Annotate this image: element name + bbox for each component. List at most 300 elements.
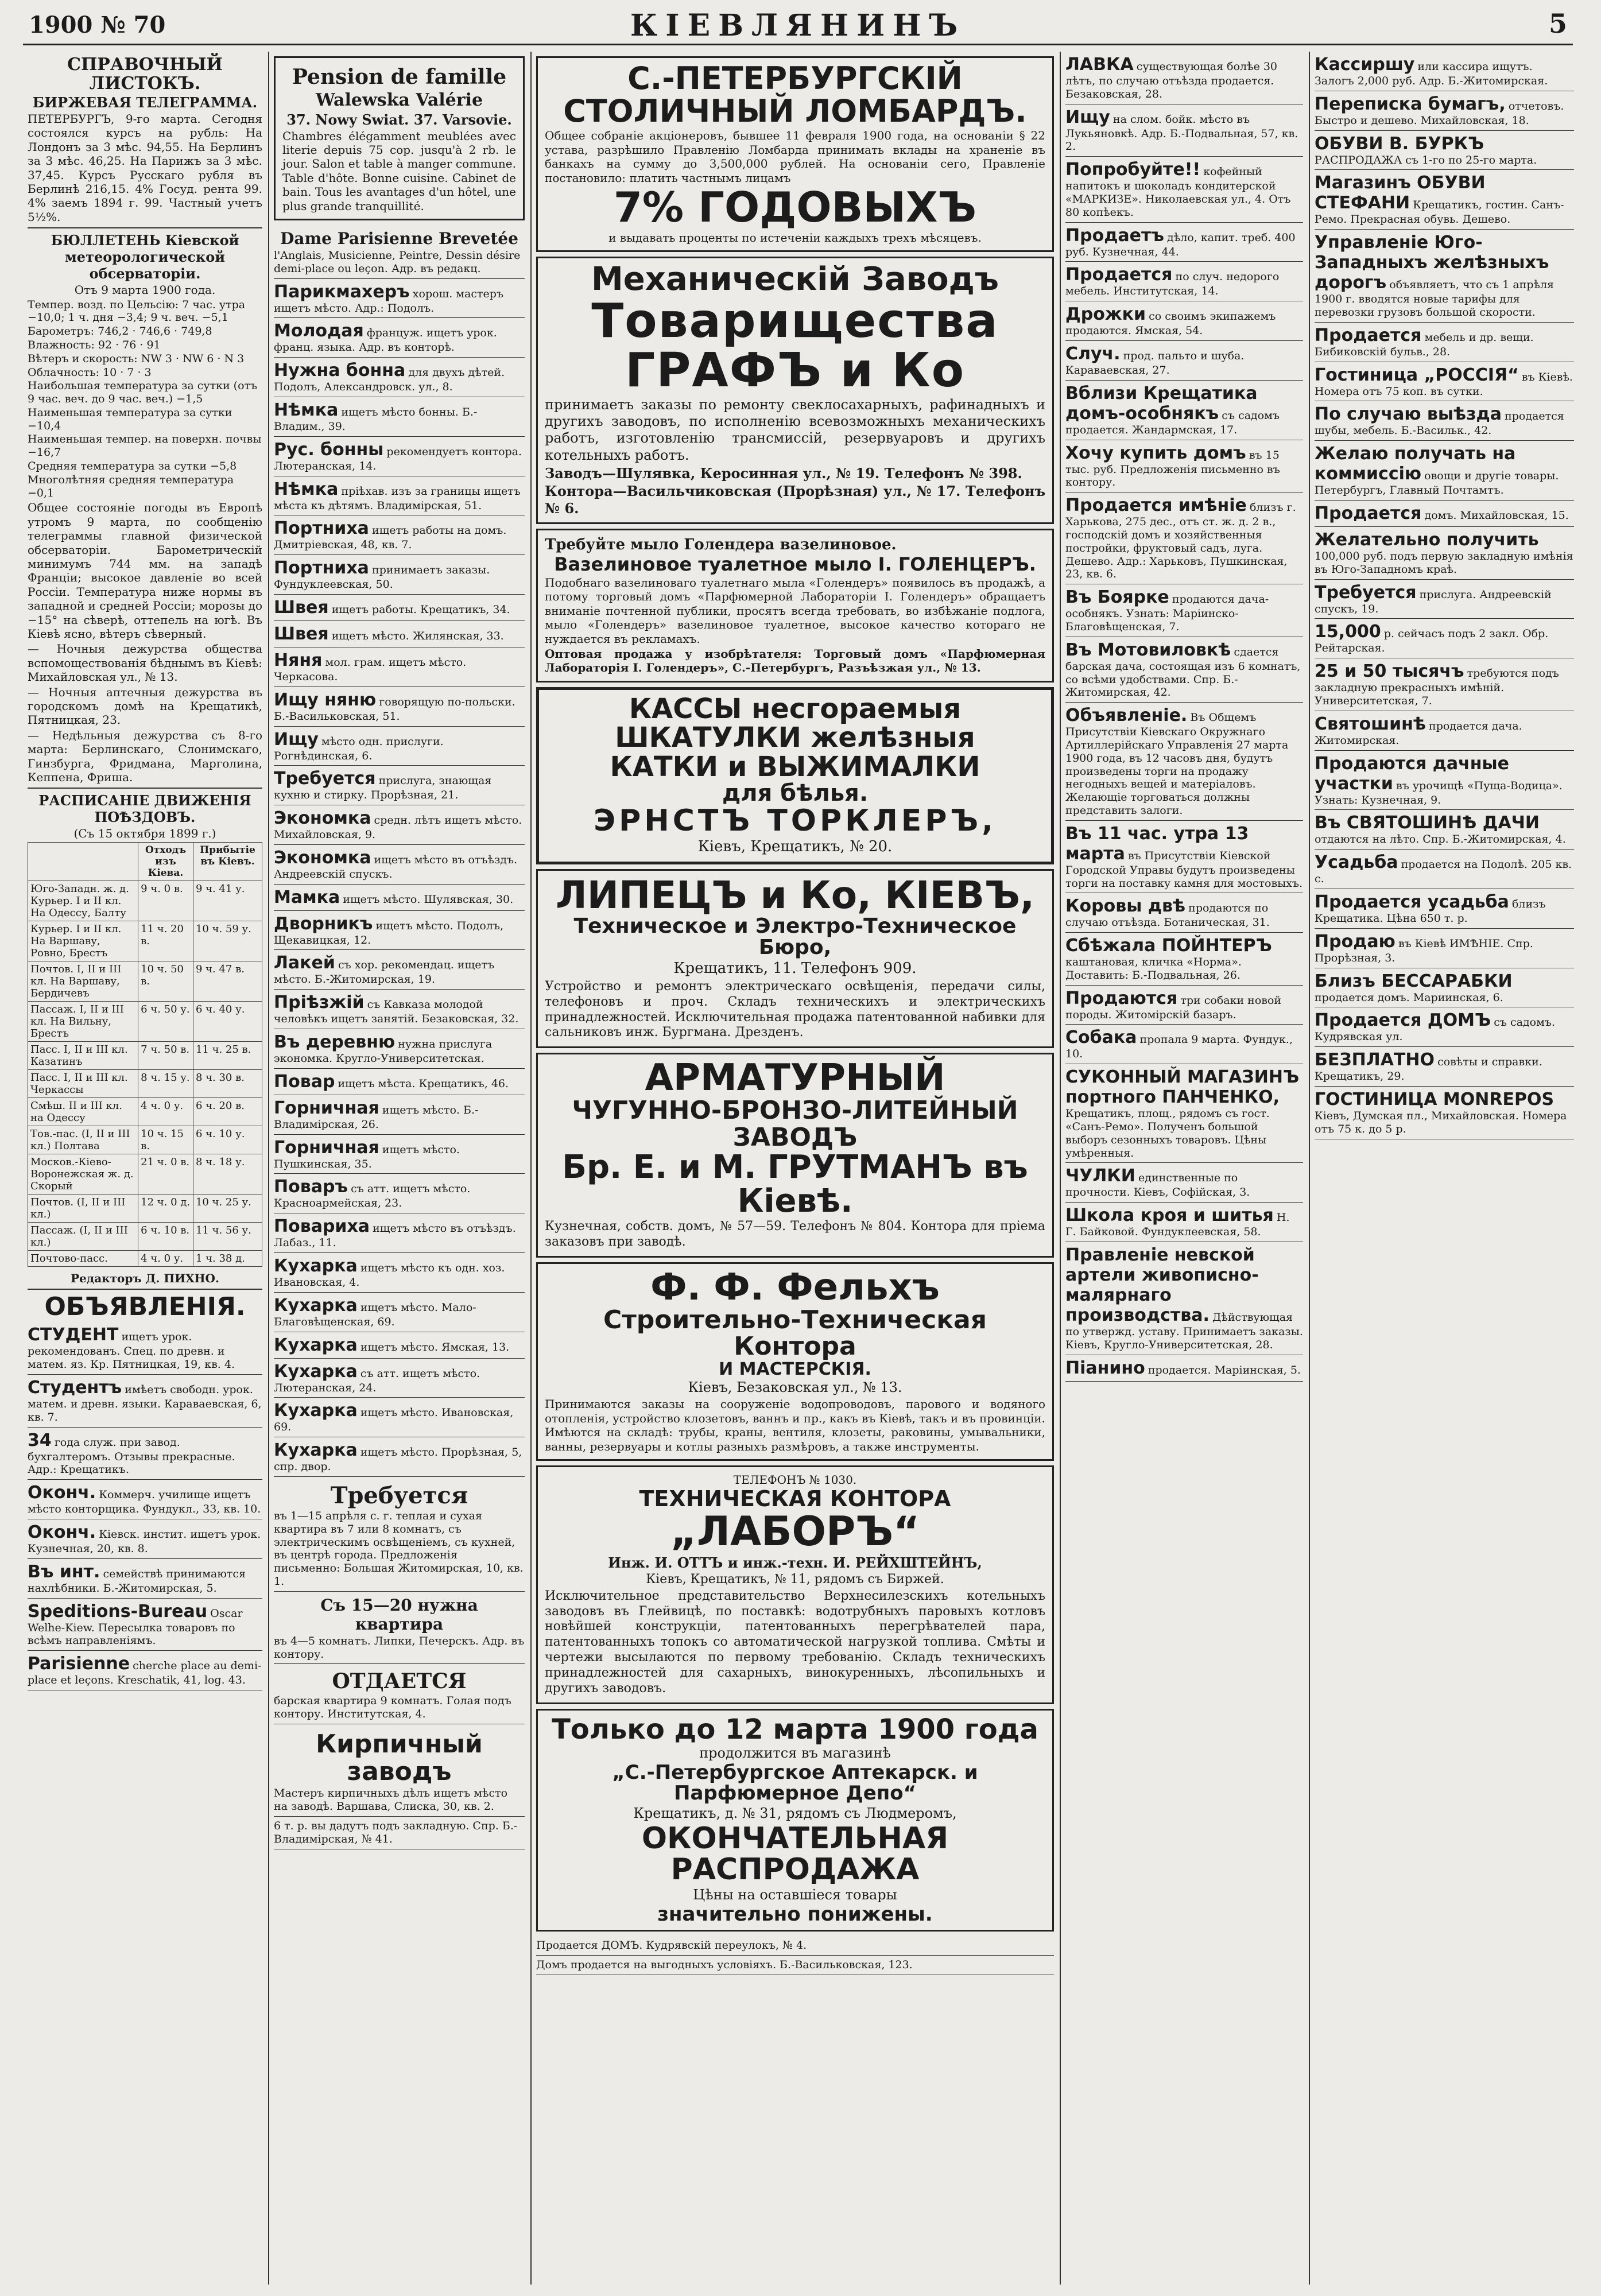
ad-lead: Лакей xyxy=(274,953,335,974)
grutman-name: Бр. Е. и М. ГРУТМАНЪ въ Кіевѣ. xyxy=(562,1148,1028,1220)
felkh-subtitle: Строительно-Техническая Контора xyxy=(603,1305,987,1362)
lombard-text: Общее собраніе акціонеровъ, бывшее 11 февраля 1900 года, на основаніи § 22 устава, разрѣшило Правленію Ломбарда принимать вклады на храненіе въ банкахъ на сумму до 3,500,000 рублей. На основаніи сего, Правленіе постановило: платить частнымъ лицамъ xyxy=(545,129,1045,185)
ad-lead: Ищу xyxy=(274,729,319,750)
ad-lead: Поваръ xyxy=(274,1177,348,1197)
ad-text: продаются дача-особнякъ. Узнать: Маріинско-Благовѣщенская, 7. xyxy=(1065,593,1269,633)
pension-address: 37. Nowy Swiat. 37. Varsovie. xyxy=(286,111,512,128)
torkler-name: ЭРНСТЪ ТОРКЛЕРЪ, xyxy=(593,803,997,838)
felkh-subtitle-2: И МАСТЕРСКІЯ. xyxy=(719,1359,871,1379)
issue-number: 1900 № 70 xyxy=(29,11,166,38)
ad-lead: Въ Боярке xyxy=(1065,587,1169,608)
ad-text: Крещатикъ, гостин. Санъ-Ремо. Прекрасная обувь. Дешево. xyxy=(1315,199,1564,226)
ad-text: по случ. недорого мебель. Институтская, 14. xyxy=(1065,270,1280,298)
table-cell: 6 ч. 20 в. xyxy=(193,1097,262,1126)
classified-ad xyxy=(1315,1087,1574,1139)
sale-address: Крещатикъ, д. № 31, рядомъ съ Людмеромъ, xyxy=(633,1805,957,1821)
table-cell: 10 ч. 15 в. xyxy=(138,1126,193,1154)
classified-ad xyxy=(1315,1007,1574,1047)
dame-text: l'Anglais, Musicienne, Peintre, Dessin désire demi-place ou leçon. Адр. въ редакц. xyxy=(274,249,521,275)
bulletin-line: Барометръ: 746,2 · 746,6 · 749,8 xyxy=(28,325,212,338)
table-cell: 10 ч. 25 у. xyxy=(193,1194,262,1222)
ad-text: прод. пальто и шуба. Караваевская, 27. xyxy=(1065,349,1245,377)
ad-text: въ Кіевѣ. Номера отъ 75 коп. въ сутки. xyxy=(1315,370,1573,398)
ad-text: 100,000 руб. подъ первую закладную имѣнія въ Юго-Западномъ краѣ. xyxy=(1315,549,1573,576)
ad-text: ищетъ мѣсто бонны. Б.-Владим., 39. xyxy=(274,405,478,433)
ad-lead: Кухарка xyxy=(274,1295,358,1316)
ad-lead: Продается имѣніе xyxy=(1065,495,1247,516)
classified-ad xyxy=(1315,929,1574,968)
classified-ad xyxy=(274,595,525,621)
bulletin-line: Наименьшая темпер. на поверхн. почвы −16,7 xyxy=(28,433,262,459)
bulletin-date: Отъ 9 марта 1900 года. xyxy=(74,283,216,297)
ad-lead: Школа кроя и шитья xyxy=(1065,1205,1274,1226)
ad-text: Дѣйствующая по утвержд. уставу. Принимаетъ заказы. Кіевъ, Кругло-Университетская, 28. xyxy=(1065,1311,1303,1351)
table-row xyxy=(28,1069,262,1097)
ad-text: ищетъ мѣсто. Жилянская, 33. xyxy=(331,629,504,642)
ad-text: совѣты и справки. Крещатикъ, 29. xyxy=(1315,1056,1542,1083)
bulletin-line: Многолѣтняя средняя температура −0,1 xyxy=(28,473,234,499)
ad-lead: Нѣмка xyxy=(274,479,339,499)
ad-text: съ атт. ищетъ мѣсто. Лютеранская, 24. xyxy=(274,1367,480,1394)
bulletin-line: Средняя температура за сутки −5,8 xyxy=(28,460,237,473)
ad-heading: ОТДАЕТСЯ xyxy=(332,1669,467,1694)
classified-ad xyxy=(274,279,525,319)
classified-ad xyxy=(28,1651,262,1690)
ad-lead: Въ 11 час. утра 13 марта xyxy=(1065,823,1249,864)
ad-lead: Продается xyxy=(1065,265,1173,285)
column-5 xyxy=(1309,52,1579,2285)
ad-lead: По случаю выѣзда xyxy=(1315,404,1502,425)
classified-ad xyxy=(1315,91,1574,131)
grutman-line: АРМАТУРНЫЙ xyxy=(645,1057,945,1100)
table-cell: Почтово-пасс. xyxy=(28,1250,138,1266)
classified-ad xyxy=(28,1599,262,1651)
felkh-name: Ф. Ф. Фельхъ xyxy=(650,1266,940,1309)
ad-text: ищетъ мѣсто въ отъѣздъ. Лабаз., 11. xyxy=(274,1222,516,1250)
table-row xyxy=(28,1001,262,1041)
table-cell: 4 ч. 0 у. xyxy=(138,1250,193,1266)
house-sale-ad xyxy=(536,1956,1054,1975)
weather-text: Общее состояніе погоды въ Европѣ утромъ 9 марта, по сообщенію телеграммы главной физической обсерваторіи. Барометрическій минимумъ 744 мм. на западѣ Франціи; высокое давленіе во всей Россіи. Температура ниже нормы въ западной и средней Россіи; морозы до −15° на сѣверѣ, оттепель на югѣ. Въ Кіевѣ ясно, вѣтеръ сѣверный. xyxy=(28,501,262,641)
classified-ad xyxy=(1065,104,1303,157)
ad-text: ищетъ урок. рекомендованъ. Спец. по древн. и матем. яз. Кр. Пятницкая, 19, кв. 4. xyxy=(28,1331,235,1371)
ad-text: домъ. Михайловская, 15. xyxy=(1424,509,1569,522)
ad-text: въ Кіевѣ ИМѢНІЕ. Спр. Прорѣзная, 3. xyxy=(1315,937,1533,964)
table-cell: 6 ч. 50 у. xyxy=(138,1001,193,1041)
ad-text: семействѣ принимаются нахлѣбники. Б.-Житомирская, 5. xyxy=(28,1567,246,1595)
classified-ad xyxy=(1065,223,1303,262)
bulletin-lines xyxy=(28,298,262,500)
masthead xyxy=(23,6,1573,45)
labor-heading: ТЕХНИЧЕСКАЯ КОНТОРА xyxy=(639,1486,951,1512)
ad-text: дѣло, капит. треб. 400 руб. Кузнечная, 44. xyxy=(1065,231,1296,258)
ad-heading: Съ 15—20 нужна квартира xyxy=(320,1595,478,1634)
table-cell: Москов.-Кіево-Воронежская ж. д. Скорый xyxy=(28,1154,138,1194)
classified-ad xyxy=(274,397,525,437)
ad-text: въ 1—15 апрѣля с. г. теплая и сухая квартира въ 7 или 8 комнатъ, съ электрическимъ освѣщеніемъ, съ кухней, въ центрѣ города. Предложенія письменно: Большая Житомирская, 10, кв. 1. xyxy=(274,1510,524,1588)
ad-text: Oscar Welhe-Kiew. Пересылка товаровъ по всѣмъ направленіямъ. xyxy=(28,1607,243,1647)
classified-ad xyxy=(274,647,525,687)
pension-ad xyxy=(274,56,525,220)
ad-lead: Въ инт. xyxy=(28,1561,100,1582)
ad-lead: Кухарка xyxy=(274,1361,358,1382)
sale-footer-2: значительно понижены. xyxy=(657,1903,933,1926)
ad-text: въ Присутствіи Кіевской Городской Управы будутъ произведены торги на поставку камня для мостовыхъ. xyxy=(1065,849,1303,890)
classified-ad xyxy=(274,1135,525,1174)
ad-lead: Усадьба xyxy=(1315,852,1398,873)
table-cell: 1 ч. 38 д. xyxy=(193,1250,262,1266)
ad-text: ищетъ мѣсто. Подолъ, Щекавицкая, 12. xyxy=(274,919,504,947)
ad-lead: Хочу купить домъ xyxy=(1065,443,1246,463)
train-schedule-table xyxy=(28,842,262,1267)
classified-ad xyxy=(1315,751,1574,810)
ad-text: для двухъ дѣтей. Подолъ, Александровск. ул., 8. xyxy=(274,366,505,394)
classified-ad xyxy=(1315,968,1574,1008)
table-cell: 12 ч. 0 д. xyxy=(138,1194,193,1222)
ad-text: говорящую по-польски. Б.-Васильковская, 51. xyxy=(274,695,515,723)
felkh-text: Принимаются заказы на сооруженіе водопроводовъ, парового и водяного отопленія, устройство клозетовъ, ваннъ и пр., какъ въ Кіевѣ, такъ и въ провинціи. Имѣются на складѣ: трубы, краны, вентиля, клозеты, раковины, умывальники, ванны, резервуары и котлы разныхъ размѣровъ, а также инструменты. xyxy=(545,1397,1045,1453)
classified-ad xyxy=(274,1332,525,1359)
lombard-footer: и выдавать проценты по истеченіи каждыхъ трехъ мѣсяцевъ. xyxy=(608,230,982,245)
torkler-address: Кіевъ, Крещатикъ, № 20. xyxy=(697,837,893,855)
ad-lead: Продаетъ xyxy=(1065,225,1164,246)
classified-ad xyxy=(1315,658,1574,711)
classified-ad xyxy=(1065,637,1303,703)
ad-text: ищетъ мѣсто. Пушкинская, 35. xyxy=(274,1143,460,1170)
ad-text: отдаются на лѣто. Спр. Б.-Житомирская, 4. xyxy=(1315,833,1566,846)
ad-lead: 15,000 xyxy=(1315,622,1381,642)
ad-text: съ атт. ищетъ мѣсто. Красноармейская, 23. xyxy=(274,1182,471,1210)
ads-heading: ОБЪЯВЛЕНІЯ. xyxy=(44,1292,246,1322)
table-row xyxy=(28,1222,262,1250)
classified-ad xyxy=(1065,1064,1303,1163)
grutman-line: ЧУГУННО-БРОНЗО-ЛИТЕЙНЫЙ ЗАВОДЪ xyxy=(572,1096,1018,1152)
lipets-text: Устройство и ремонтъ электрическаго освѣщенія, передачи силы, телефоновъ и проч. Складъ техническихъ и электрическихъ принадлежностей. Исключительная продажа патентованной набивки для сальниковъ инж. Бургмана. Дрезденъ. xyxy=(545,979,1045,1040)
ad-lead: Молодая xyxy=(274,321,364,342)
column-4 xyxy=(1060,52,1308,2285)
ad-text: мѣсто одн. прислуги. Рогнѣдинская, 6. xyxy=(274,735,444,762)
classified-ad xyxy=(274,1095,525,1135)
ad-lead: Продаются дачные участки xyxy=(1315,753,1509,794)
table-cell: 9 ч. 41 у. xyxy=(193,881,262,921)
table-row xyxy=(28,1194,262,1222)
ad-text: Продается ДОМЪ. Кудрявскій переулокъ, № 4. xyxy=(536,1939,807,1952)
table-row xyxy=(28,1250,262,1266)
pension-text: Chambres élégamment meublées avec literie depuis 75 cop. jusqu'à 2 rb. le jour. Salon et table à manger commune. Table d'hôte. Bonne cuisine. Cabinet de bain. Tous les avantages d'un hôtel, une plus grande tranquillité. xyxy=(282,129,516,213)
ad-text: принимаетъ заказы. Фундуклеевская, 50. xyxy=(274,564,490,591)
classified-ad xyxy=(274,727,525,766)
classified-ad xyxy=(1065,381,1303,440)
ad-text: мебель и др. вещи. Бибиковскій бульв., 28. xyxy=(1315,331,1534,358)
ad-text: три собаки новой породы. Житомірскій базаръ. xyxy=(1065,994,1282,1021)
ad-text: со своимъ экипажемъ продаются. Ямская, 54. xyxy=(1065,310,1276,338)
labor-address: Кіевъ, Крещатикъ, № 11, рядомъ съ Биржей. xyxy=(646,1572,944,1587)
ad-lead: Кухарка xyxy=(274,1440,358,1461)
table-header xyxy=(28,842,138,881)
ad-text: прислуга, знающая кухню и стирку. Прорѣзная, 21. xyxy=(274,774,492,802)
ad-lead: Продается xyxy=(1315,503,1422,523)
ad-lead: Оконч. xyxy=(28,1522,96,1543)
ad-lead: Въ СВЯТОШИНѢ ДАЧИ xyxy=(1315,813,1540,833)
brick-factory-ad xyxy=(274,1724,525,1817)
torkler-line: КАССЫ несгораемыя xyxy=(629,692,962,725)
editor-line: Редакторъ Д. ПИХНО. xyxy=(71,1271,219,1285)
table-cell: 8 ч. 18 у. xyxy=(193,1154,262,1194)
classified-ad xyxy=(274,437,525,476)
ad-text: сдается барская дача, состоящая изъ 6 комнатъ, со всѣми удобствами. Спр. Б.-Житомирская, 42. xyxy=(1065,645,1301,699)
sale-title: ОКОНЧАТЕЛЬНАЯ РАСПРОДАЖА xyxy=(641,1821,949,1887)
ad-lead: Швея xyxy=(274,597,329,618)
golenzer-soap-ad xyxy=(536,529,1054,682)
classified-ad xyxy=(274,1069,525,1095)
table-cell: Почтов. I, II и III кл. На Варшаву, Бердичевъ xyxy=(28,961,138,1001)
table-header: Прибытіе въ Кіевъ. xyxy=(193,842,262,881)
golenzer-head: Требуйте мыло Голендера вазелиновое. xyxy=(545,536,897,553)
ad-lead: ОБУВИ В. БУРКЪ xyxy=(1315,133,1484,154)
dame-ad xyxy=(274,225,525,279)
ad-lead: Нѣмка xyxy=(274,400,339,420)
ad-lead: Экономка xyxy=(274,808,371,829)
table-cell: 9 ч. 0 в. xyxy=(138,881,193,921)
house-sale-ad xyxy=(536,1936,1054,1956)
table-row xyxy=(28,1154,262,1194)
newspaper-title: КІЕВЛЯНИНЪ xyxy=(630,8,966,43)
table-row xyxy=(28,1041,262,1069)
classified-ad xyxy=(274,515,525,555)
section-heading: СПРАВОЧНЫЙ ЛИСТОКЪ. xyxy=(67,55,223,94)
ad-text: на слом. бойк. мѣсто въ Лукьяновкѣ. Адр. Б.-Подвальная, 57, кв. 2. xyxy=(1065,113,1298,153)
ad-text: продаются по случаю отъѣзда. Ботаническая, 31. xyxy=(1065,902,1270,929)
ad-text: ищетъ мѣсто. Ивановская, 69. xyxy=(274,1406,514,1434)
ad-lead: Продается ДОМЪ xyxy=(1315,1010,1491,1031)
classified-ad xyxy=(1315,889,1574,929)
classified-ad xyxy=(1315,401,1574,441)
pension-title: Pension de famille xyxy=(292,65,507,89)
classified-ad xyxy=(274,990,525,1029)
note: — Ночныя дежурства общества вспомоществованія бѣднымъ въ Кіевѣ: Михайловская ул., № 13. xyxy=(28,642,262,684)
column-3 xyxy=(530,52,1059,2285)
ad-lead: Близъ БЕССАРАБКИ xyxy=(1315,971,1513,991)
ad-lead: Святошинѣ xyxy=(1315,713,1426,734)
graf-title: Механическій Заводъ xyxy=(591,260,999,298)
ad-lead: СУКОННЫЙ МАГАЗИНЪ портного ПАНЧЕНКО, xyxy=(1065,1067,1300,1108)
sale-footer: Цѣны на оставшіеся товары xyxy=(693,1887,897,1903)
classified-ad xyxy=(28,1480,262,1519)
ad-lead: Переписка бумагъ, xyxy=(1315,94,1506,114)
sale-subheading: продолжится въ магазинѣ xyxy=(699,1744,891,1761)
table-cell: 7 ч. 50 в. xyxy=(138,1041,193,1069)
torkler-ad xyxy=(536,687,1054,864)
ad-lead: Рус. бонны xyxy=(274,439,384,460)
table-cell: Пассаж. (I, II и III кл.) xyxy=(28,1222,138,1250)
golenzer-title: Вазелиновое туалетное мыло І. ГОЛЕНЦЕРЪ. xyxy=(554,553,1036,576)
classified-ad xyxy=(1315,810,1574,850)
table-cell: 8 ч. 30 в. xyxy=(193,1069,262,1097)
ad-lead: Портниха xyxy=(274,518,369,539)
ad-lead: Студентъ xyxy=(28,1378,122,1398)
ad-text: объявляетъ, что съ 1 апрѣля 1900 г. вводятся новые тарифы для перевозки грузовъ большой скорости. xyxy=(1315,278,1554,319)
table-cell: Курьер. I и II кл. На Варшаву, Ровно, Брестъ xyxy=(28,921,138,961)
table-cell: 8 ч. 15 у. xyxy=(138,1069,193,1097)
table-cell: Почтов. (I, II и III кл.) xyxy=(28,1194,138,1222)
ad-lead: Собака xyxy=(1065,1027,1137,1048)
ad-text: Мастеръ кирпичныхъ дѣлъ ищетъ мѣсто на заводѣ. Варшава, Слиска, 30, кв. 2. xyxy=(274,1787,508,1813)
note: — Ночныя аптечныя дежурства въ городскомъ домѣ на Крещатикѣ, Пятницкая, 23. xyxy=(28,685,262,727)
classified-ad xyxy=(1065,584,1303,637)
ad-text: имѣетъ свободн. урок. матем. и древн. языки. Караваевская, 6, кв. 7. xyxy=(28,1383,262,1424)
table-cell: 4 ч. 0 у. xyxy=(138,1097,193,1126)
ad-text: ищетъ мѣсто. Шулявская, 30. xyxy=(343,893,514,906)
ad-lead: Нужна бонна xyxy=(274,360,406,381)
ad-lead: Въ Мотовиловкѣ xyxy=(1065,639,1231,660)
ad-text: продается дача. Житомирская. xyxy=(1315,719,1522,747)
table-cell: Пасс. I, II и III кл. Черкассы xyxy=(28,1069,138,1097)
ad-text: продается на Подолѣ. 205 кв. с. xyxy=(1315,858,1572,886)
ad-lead: Кухарка xyxy=(274,1256,358,1277)
ad-text: мол. грам. ищетъ мѣсто. Черкасова. xyxy=(274,656,467,683)
ad-lead: Кухарка xyxy=(274,1401,358,1421)
classified-ad xyxy=(274,1253,525,1293)
table-cell: Пассаж. I, II и III кл. На Вильну, Брестъ xyxy=(28,1001,138,1041)
table-cell: 9 ч. 47 в. xyxy=(193,961,262,1001)
ad-lead: Требуется xyxy=(274,769,376,789)
ad-lead: Экономка xyxy=(274,847,371,868)
classified-ad xyxy=(1315,1047,1574,1087)
ad-text: ищетъ мѣсто. Ямская, 13. xyxy=(360,1340,510,1353)
ad-lead: Сбѣжала ПОЙНТЕРЪ xyxy=(1065,936,1272,956)
bulletin-line: Вѣтеръ и скорость: NW 3 · NW 6 · N 3 xyxy=(28,352,245,365)
ad-text: Коммерч. училище ищетъ мѣсто конторщика. Фундукл., 33, кв. 10. xyxy=(28,1488,261,1516)
graf-text: принимаетъ заказы по ремонту свеклосахарныхъ, рафинадныхъ и другихъ заводовъ, по исполненію всевозможныхъ механическихъ работъ, изготовленію трансмиссій, резервуаровъ и другихъ котельныхъ работъ. xyxy=(545,396,1045,463)
column-2 xyxy=(268,52,529,2285)
classified-ad xyxy=(28,1559,262,1599)
ad-text: рекомендуетъ контора. Лютеранская, 14. xyxy=(274,445,522,472)
classified-ad xyxy=(1065,1242,1303,1355)
pension-name: Walewska Valérie xyxy=(315,90,483,110)
ad-lead: Портниха xyxy=(274,558,369,579)
table-row xyxy=(28,1126,262,1154)
ad-text: РАСПРОДАЖА съ 1-го по 25-го марта. xyxy=(1315,153,1537,166)
classified-ad xyxy=(1315,580,1574,619)
table-cell: 11 ч. 56 у. xyxy=(193,1222,262,1250)
classified-ad xyxy=(274,1029,525,1069)
ad-lead: Желательно получить xyxy=(1315,529,1539,550)
classified-ad xyxy=(1315,501,1574,527)
ad-lead: Продается xyxy=(1315,325,1422,346)
ad-lead: Попробуйте!! xyxy=(1065,160,1201,180)
classified-ad xyxy=(1065,821,1303,894)
graf-address-1: Заводъ—Шулявка, Керосинная ул., № 19. Телефонъ № 398. xyxy=(545,464,1022,482)
classified-ad xyxy=(274,318,525,358)
table-cell: Смѣш. II и III кл. на Одессу xyxy=(28,1097,138,1126)
ad-text: ищетъ работы. Крещатикъ, 34. xyxy=(331,603,510,616)
ad-lead: ЛАВКА xyxy=(1065,55,1134,75)
ad-text: въ урочищѣ «Пуща-Водица». Узнать: Кузнечная, 9. xyxy=(1315,779,1563,806)
ad-lead: Продаются xyxy=(1065,988,1178,1009)
ad-lead: Швея xyxy=(274,623,329,644)
table-header: Отходъ изъ Кіева. xyxy=(138,842,193,881)
ad-text: въ 4—5 комнатъ. Липки, Печерскъ. Адр. въ контору. xyxy=(274,1634,525,1661)
ad-text: р. сейчасъ подъ 2 закл. Обр. Рейтарская. xyxy=(1315,627,1549,655)
schedule-subheading: (Съ 15 октября 1899 г.) xyxy=(73,827,216,841)
classified-ad xyxy=(274,476,525,516)
ad-text: требуются подъ закладную прекрасныхъ имѣній. Университетская, 7. xyxy=(1315,667,1559,707)
graf-factory-ad xyxy=(536,257,1054,524)
ad-text: барская квартира 9 комнатъ. Голая подъ контору. Институтская, 4. xyxy=(274,1694,511,1720)
table-row xyxy=(28,881,262,921)
bulletin-line: Наибольшая температура за сутки (отъ 9 час. веч. до 9 час. веч.) −1,5 xyxy=(28,379,258,406)
ad-lead: Управленіе Юго-Западныхъ желѣзныхъ дорогъ xyxy=(1315,232,1549,293)
classified-ad xyxy=(1315,619,1574,658)
ad-text: француж. ищетъ урок. франц. языка. Адр. въ конторѣ. xyxy=(274,327,497,354)
ad-text: cherche place au demi-place et leçons. Kreschatik, 41, log. 43. xyxy=(28,1659,262,1687)
ad-text: близъ Крещатика. Цѣна 650 т. р. xyxy=(1315,897,1546,925)
classified-ad xyxy=(1065,440,1303,493)
lipets-ad xyxy=(536,869,1054,1048)
table-cell: 11 ч. 25 в. xyxy=(193,1041,262,1069)
ad-lead: Въ деревню xyxy=(274,1032,396,1053)
ad-text: продается. Маріинская, 5. xyxy=(1148,1363,1301,1376)
ad-lead: Parisienne xyxy=(28,1654,130,1674)
labor-name: „ЛАБОРЪ“ xyxy=(670,1508,920,1556)
ad-lead: Кассиршу xyxy=(1315,55,1415,75)
telegram-heading: БИРЖЕВАЯ ТЕЛЕГРАММА. xyxy=(32,94,258,111)
sale-store-name: „С.-Петербургское Аптекарск. и Парфюмерное Депо“ xyxy=(612,1761,978,1805)
labor-owners: Инж. И. ОТТЪ и инж.-техн. И. РЕЙХШТЕЙНЪ, xyxy=(608,1554,982,1571)
table-cell: 21 ч. 0 в. xyxy=(138,1154,193,1194)
dame-title: Dame Parisienne Brevetée xyxy=(280,228,518,248)
torkler-line: для бѣлья. xyxy=(722,779,869,806)
ad-text: продается домъ. Мариинская, 6. xyxy=(1315,991,1503,1004)
ad-lead: Вблизи Крещатика домъ-особнякъ xyxy=(1065,383,1258,424)
ad-text: Н. Г. Байковой. Фундуклеевская, 58. xyxy=(1065,1211,1290,1239)
sale-heading: Только до 12 марта 1900 года xyxy=(552,1713,1038,1746)
classified-ad xyxy=(274,1293,525,1332)
lipets-subtitle: Техническое и Электро-Техническое Бюро, xyxy=(573,914,1017,960)
table-cell: 6 ч. 10 в. xyxy=(138,1222,193,1250)
table-row xyxy=(28,1097,262,1126)
ad-text: съ хор. рекомендац. ищетъ мѣсто. Б.-Житомирская, 19. xyxy=(274,959,495,986)
grutman-ad xyxy=(536,1053,1054,1258)
classified-ad xyxy=(1315,131,1574,170)
table-cell: 6 ч. 10 у. xyxy=(193,1126,262,1154)
ad-lead: Коровы двѣ xyxy=(1065,896,1186,917)
ad-lead: Дрожки xyxy=(1065,304,1146,325)
ad-lead: Случ. xyxy=(1065,343,1121,364)
ad-text: ищетъ мѣсто къ одн. хоз. Ивановская, 4. xyxy=(274,1262,505,1289)
ad-text: близъ г. Харькова, 275 дес., отъ ст. ж. д. 2 в., господскій домъ и хозяйственныя постройки, фруктовый садъ, луга. Дешево. Адр.: Харьковъ, Пушкинская, 23, кв. 6. xyxy=(1065,501,1296,581)
classified-ad xyxy=(1315,850,1574,889)
ad-text: пріѣхав. изъ за границы ищетъ мѣста къ дѣтямъ. Владимірская, 51. xyxy=(274,484,521,512)
classified-ad xyxy=(1065,301,1303,341)
lipets-address: Крещатикъ, 11. Телефонъ 909. xyxy=(673,960,917,978)
divider xyxy=(28,788,262,789)
ad-heading: Кирпичный заводъ xyxy=(316,1729,483,1786)
bulletin-line: Наименьшая температура за сутки −10,4 xyxy=(28,406,232,432)
bulletin-line: Темпер. возд. по Цельсію: 7 час. утра −10,0; 1 ч. дня −3,4; 9 ч. веч. −5,1 xyxy=(28,298,246,324)
ad-text: Крещатикъ, площ., рядомъ съ гост. «Санъ-Ремо». Полученъ большой выборъ сезонныхъ товаровъ. Цѣны умѣренныя. xyxy=(1065,1107,1270,1159)
ad-text: ищетъ мѣсто. Б.-Владимірская, 26. xyxy=(274,1103,479,1131)
ad-lead: СТУДЕНТ xyxy=(28,1325,119,1345)
divider xyxy=(28,1289,262,1290)
classified-ad xyxy=(1065,341,1303,381)
table-cell: Тов.-пас. (I, II и III кл.) Полтава xyxy=(28,1126,138,1154)
classified-ad xyxy=(1065,986,1303,1025)
ad-lead: Пріѣзжій xyxy=(274,992,365,1013)
ad-lead: Требуется xyxy=(1315,582,1417,603)
ad-lead: Парикмахеръ xyxy=(274,281,410,302)
ad-text: или кассира ищутъ. Залогъ 2,000 руб. Адр. Б.-Житомирская. xyxy=(1315,60,1548,87)
